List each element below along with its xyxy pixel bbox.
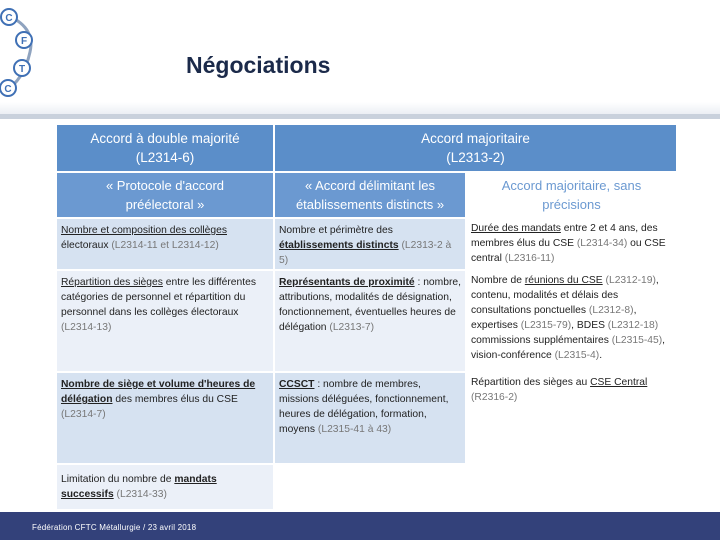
cell-successive-mandates [57,465,273,509]
text-ccsct-rest: : nombre de membres, missions déléguées, fonctionnement, heures de délégation, formation, moyens [279,379,449,435]
logo-letter-c1 [1,9,17,25]
ref-meetings: (L2312-19) [602,275,656,286]
top-band-divider [0,114,720,119]
ref-establishments: (L2313-2 à 5) [279,240,452,266]
text-seats-hours: Nombre de siège et volume d'heures de délégation [61,379,256,405]
logo-letter-f [16,32,32,48]
text-mandate-duration-rest: entre 2 et 4 ans, des membres élus du CSE [471,223,658,249]
logo-letter-t [14,60,30,76]
ref-commissions: (L2315-45) [611,335,663,346]
cell-seat-distribution [57,271,273,371]
text-establishments: établissements distincts [279,240,399,251]
svg-text:C: C [4,84,12,95]
svg-text:C: C [5,13,13,24]
subheader-no-precision: Accord majoritaire, sans précisions [501,178,642,212]
text-visio: , vision-conférence [471,335,666,361]
top-band [0,0,720,116]
text-successive-mandates-block [61,472,269,502]
text-seat-distribution: Répartition des sièges [61,277,163,288]
text-mandate-duration: Durée des mandats [471,223,561,234]
text-meetings-rest: , contenu, modalités et délais des consultations ponctuelles [471,275,659,316]
cell-proximity-reps [275,271,465,371]
header-double-majority-title: Accord à double majorité [90,131,240,146]
cell-seats-hours [57,373,273,463]
ref-proximity-reps: (L2313-7) [329,322,375,333]
text-colleges: Nombre et composition des collèges [61,225,227,236]
header-majority [275,125,676,171]
svg-text:F: F [20,36,28,47]
logo-letter-c2 [0,80,16,96]
header-double-majority [57,125,273,171]
ref-consultations: (L2312-8) [588,305,634,316]
ref-ccsct: (L2315-41 à 43) [317,424,392,435]
cell-establishments [275,219,465,269]
cell-central-cse [467,373,676,463]
text-seat-distribution-rest: entre les différentes catégories de personnel et répartition du personnel dans les collèges électoraux [61,277,256,318]
text-ccsct: CCSCT [279,379,315,390]
cell-colleges [57,219,273,269]
ref-visio: (L2315-4) [554,350,600,361]
text-successive-mandates: mandats successifs [61,474,217,500]
cftc-logo [0,6,40,98]
header-majority-ref: (L2313-2) [446,150,505,165]
text-seats-hours-rest: des membres élus du CSE [112,394,238,405]
text-expertises: , expertises [471,305,637,331]
ref-mandate-duration: (L2314-34) [576,238,628,249]
text-colleges-rest: électoraux [61,240,112,251]
text-establishments-pre: Nombre et périmètre des [279,225,393,236]
text-meetings: réunions du CSE [524,275,603,286]
ref-seats-hours: (L2314-7) [61,409,106,420]
cell-mandate-duration [467,219,676,269]
text-commissions: commissions supplémentaires [471,335,612,346]
text-central-cse: CSE Central [590,377,648,388]
footer-text: Fédération CFTC Métallurgie / 23 avril 2018 [32,523,197,532]
text-meetings-pre: Nombre de [471,275,525,286]
subheader-distinct-establishments: « Accord délimitant les établissements distincts » [275,173,465,217]
ref-colleges: (L2314-11 et L2314-12) [111,240,219,251]
ref-expertises: (L2315-79) [520,320,572,331]
cell-cse-meetings [467,271,676,371]
ref-seat-distribution: (L2314-13) [61,322,112,333]
text-successive-pre: Limitation du nombre de [61,474,175,485]
page-title: Négociations [186,52,331,78]
ref-mandate-duration-2: (L2316-11) [504,253,555,264]
header-double-majority-ref: (L2314-6) [135,150,195,165]
svg-text:T: T [18,64,26,75]
text-proximity-reps-rest: : nombre, attributions, modalités de désignation, fonctionnement, éventuelles heures de délégation [279,277,461,333]
ref-bdes: (L2312-18) [607,320,659,331]
header-majority-title: Accord majoritaire [421,131,530,146]
subheader-protocol: « Protocole d'accord préélectoral » [57,173,273,217]
text-proximity-reps: Représentants de proximité [279,277,415,288]
ref-successive-mandates: (L2314-33) [113,489,167,500]
cell-ccsct [275,373,465,463]
text-meetings-end: . [599,350,603,361]
text-mandate-duration-rest2: ou CSE central [471,238,666,264]
ref-central-cse: (R2316-2) [471,392,518,403]
text-bdes: , BDES [571,320,608,331]
text-central-cse-pre: Répartition des sièges au [471,377,591,388]
